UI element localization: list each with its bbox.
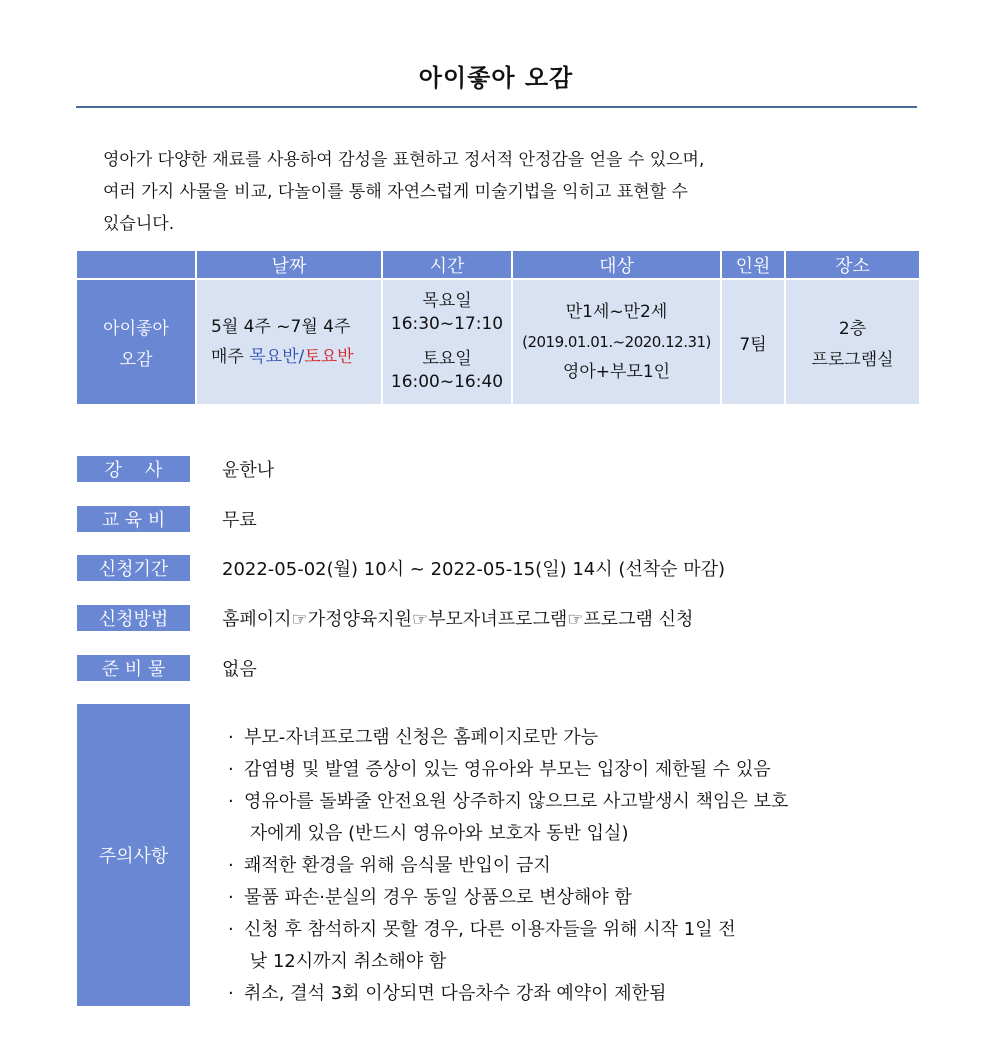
note-item: · 영유아를 돌봐줄 안전요원 상주하지 않으므로 사고발생시 책임은 보호: [228, 791, 789, 812]
supplies-label: 준 비 물: [77, 655, 190, 681]
schedule-header-row: [77, 251, 919, 279]
thursday-time: 16:30~17:10: [390, 314, 504, 334]
method-value: 홈페이지☞가정양육지원☞부모자녀프로그램☞프로그램 신청: [222, 609, 694, 630]
place-room: 프로그램실: [811, 350, 894, 370]
target-participants: 영아+부모1인: [562, 362, 671, 382]
place-floor: 2층: [838, 319, 867, 339]
note-item: · 부모-자녀프로그램 신청은 홈페이지로만 가능: [228, 727, 599, 748]
program-name-cell: [77, 279, 196, 404]
saturday-time: 16:00~16:40: [390, 372, 504, 392]
intro-line: 있습니다.: [103, 214, 175, 234]
schedule-table: [77, 251, 919, 404]
program-name: 아이좋아: [103, 319, 169, 339]
header-people: 인원: [721, 251, 785, 279]
notes-label: 주의사항: [77, 704, 190, 1006]
fee-value: 무료: [222, 510, 257, 531]
period-value: 2022-05-02(월) 10시 ~ 2022-05-15(일) 14시 (선착순 마감): [222, 559, 726, 580]
header-date: 날짜: [196, 251, 382, 279]
saturday-class: 토요반: [304, 347, 354, 367]
note-item: · 물품 파손·분실의 경우 동일 상품으로 변상해야 함: [228, 887, 632, 908]
supplies-value: 없음: [222, 659, 257, 680]
note-item: · 신청 후 참석하지 못할 경우, 다른 이용자들을 위해 시작 1일 전: [228, 919, 736, 940]
instructor-value: 윤한나: [222, 460, 275, 481]
date-range: 5월 4주 ~7월 4주: [211, 317, 351, 337]
time-cell: [382, 279, 512, 404]
period-label: 신청기간: [77, 555, 190, 581]
date-prefix: 매주: [211, 347, 250, 367]
instructor-label: 강 사: [77, 456, 190, 482]
intro-line: 여러 가지 사물을 비교, 다놀이를 통해 자연스럽게 미술기법을 익히고 표현할 수: [103, 182, 688, 202]
intro-line: 영아가 다양한 재료를 사용하여 감성을 표현하고 정서적 안정감을 얻을 수 있으며,: [103, 150, 705, 170]
target-cell: [512, 279, 721, 404]
date-cell: [196, 279, 382, 404]
note-item: · 쾌적한 환경을 위해 음식물 반입이 금지: [228, 855, 551, 876]
note-item-continued: 자에게 있음 (반드시 영유아와 보호자 동반 입실): [244, 823, 629, 844]
saturday-label: 토요일: [422, 349, 472, 369]
method-label: 신청방법: [77, 605, 190, 631]
header-place: 장소: [785, 251, 919, 279]
page-title: 아이좋아 오감: [418, 64, 574, 92]
thursday-class: 목요반: [249, 347, 299, 367]
target-birth-range: (2019.01.01.~2020.12.31): [522, 333, 711, 351]
program-name: 오감: [119, 350, 153, 370]
notes-list: [228, 722, 918, 1010]
note-item-continued: 낮 12시까지 취소해야 함: [244, 951, 447, 972]
date-classes: [211, 342, 381, 372]
title-divider: [76, 106, 917, 108]
header-blank: [77, 251, 196, 279]
note-item: · 감염병 및 발열 증상이 있는 영유아와 부모는 입장이 제한될 수 있음: [228, 759, 771, 780]
header-target: 대상: [512, 251, 721, 279]
schedule-row: [77, 279, 919, 404]
intro-paragraph: [103, 144, 903, 240]
fee-label: 교 육 비: [77, 506, 190, 532]
class-separator: /: [298, 347, 305, 367]
note-item: · 취소, 결석 3회 이상되면 다음차수 강좌 예약이 제한됨: [228, 983, 667, 1004]
place-cell: [785, 279, 919, 404]
header-time: 시간: [382, 251, 512, 279]
target-age: 만1세~만2세: [565, 302, 668, 322]
thursday-label: 목요일: [422, 291, 472, 311]
people-cell: 7팀: [721, 279, 785, 404]
